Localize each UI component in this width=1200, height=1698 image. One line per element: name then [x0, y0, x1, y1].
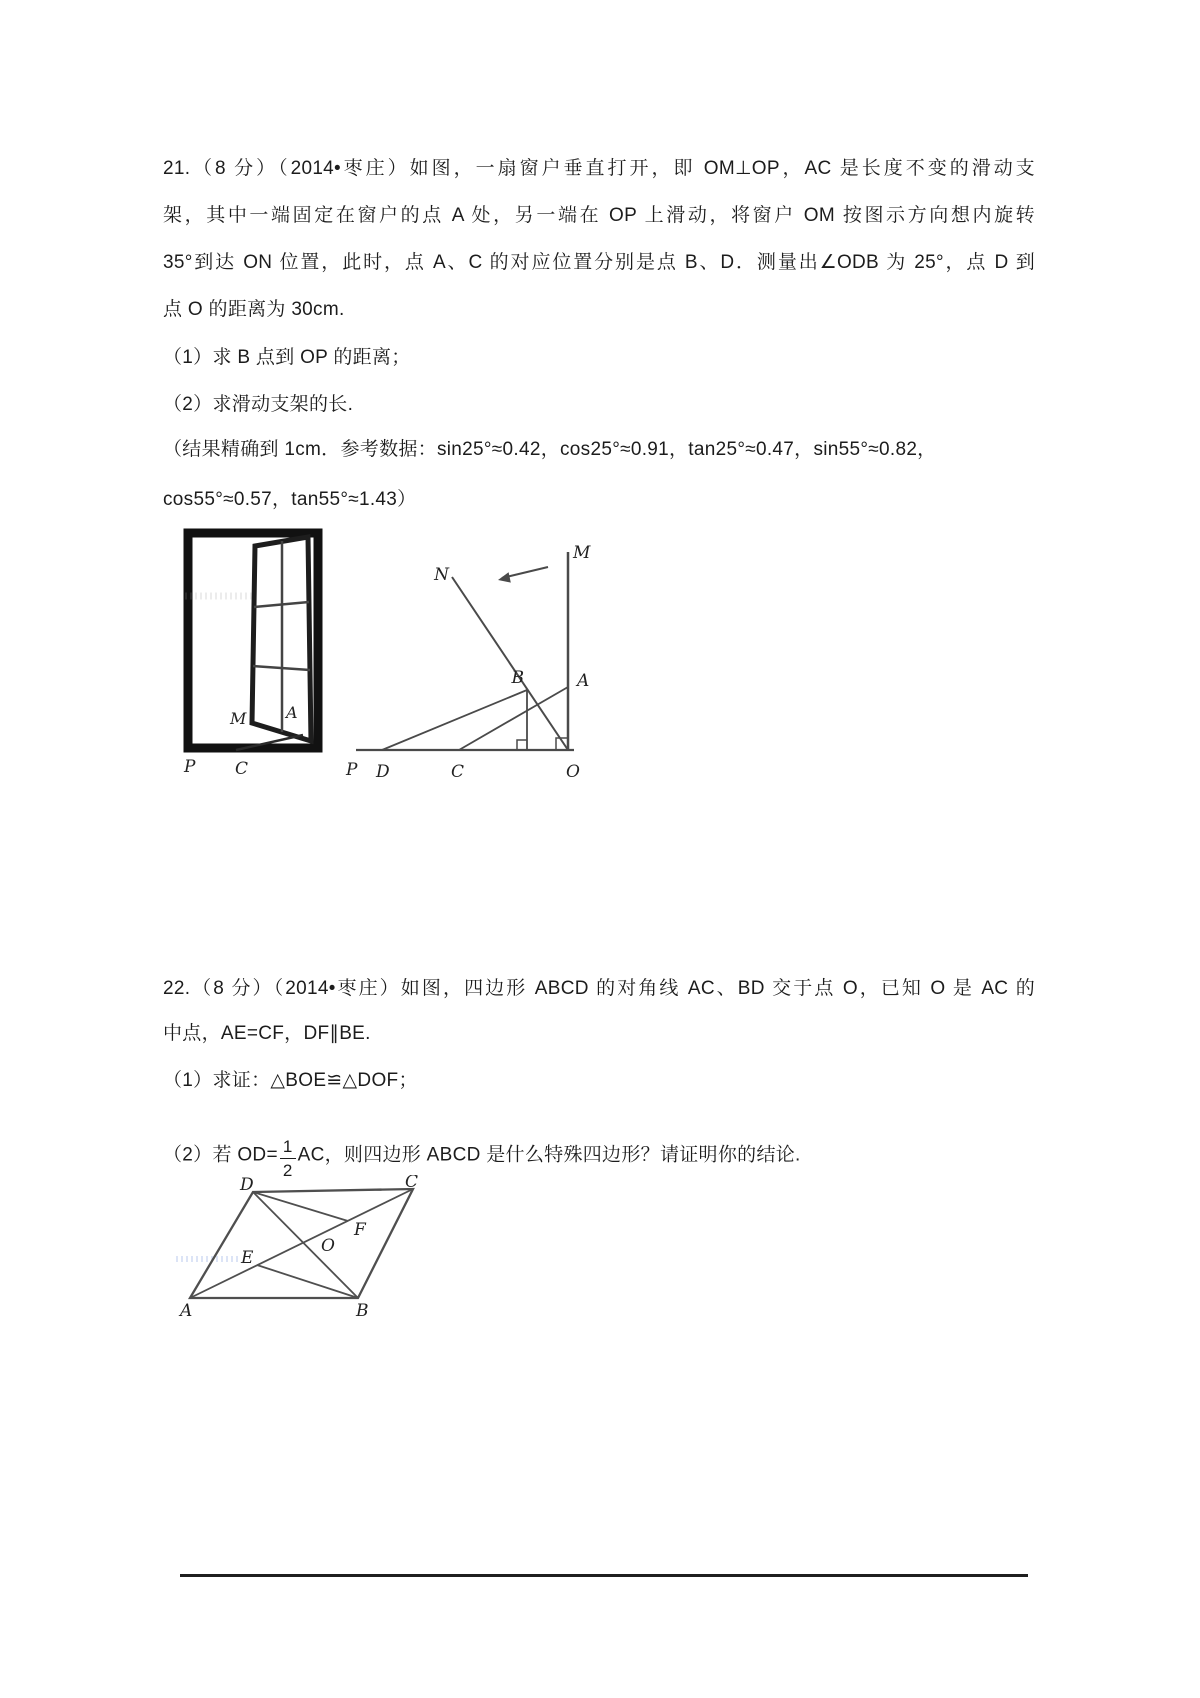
- point-label-o: O: [566, 762, 580, 782]
- point-label-a: A: [286, 703, 298, 722]
- point-label-m: M: [573, 543, 591, 563]
- text-line: 点 O 的距离为 30cm.: [163, 299, 345, 320]
- text-line: （1）求证：△BOE≌△DOF；: [163, 1070, 418, 1091]
- horizontal-rule: [180, 1574, 1028, 1577]
- point-label-c: C: [451, 762, 465, 782]
- point-label-m: M: [230, 709, 247, 728]
- text-line: 中点，AE=CF，DF∥BE.: [163, 1023, 371, 1044]
- point-label-a: A: [180, 1301, 193, 1321]
- line-suffix: AC，则四边形 ABCD 是什么特殊四边形？请证明你的结论.: [297, 1144, 801, 1166]
- point-label-o: O: [321, 1236, 335, 1256]
- point-label-p: P: [184, 757, 196, 777]
- segment-db: [382, 690, 527, 750]
- quadrilateral-lines: [190, 1189, 413, 1298]
- point-label-e: E: [241, 1248, 254, 1268]
- right-angle-mark: [517, 740, 527, 750]
- text-line: （1）求 B 点到 OP 的距离；: [163, 347, 411, 368]
- line-on: [452, 577, 568, 750]
- point-label-c: C: [235, 759, 249, 779]
- point-label-d: D: [376, 762, 390, 782]
- point-label-b: B: [511, 668, 524, 688]
- figure-quadrilateral: [158, 1175, 488, 1345]
- rotation-diagram: [356, 552, 574, 750]
- text-line: （结果精确到 1cm．参考数据：sin25°≈0.42，cos25°≈0.91，tan25°≈0.47，sin55°≈0.82，: [163, 439, 937, 460]
- fraction-numerator: 1: [280, 1136, 296, 1159]
- text-line: cos55°≈0.57，tan55°≈1.43）: [163, 489, 417, 510]
- point-label-p: P: [346, 760, 358, 780]
- window-picture: [183, 533, 318, 779]
- line-prefix: （2）若 OD=: [163, 1144, 278, 1166]
- fraction-denominator: 2: [282, 1161, 293, 1181]
- text-line: 35°到达 ON 位置，此时，点 A、C 的对应位置分别是点 B、D．测量出∠ODB 为 25°，点 D 到: [163, 252, 1035, 273]
- text-line: （2）求滑动支架的长.: [163, 394, 354, 415]
- point-label-b: B: [356, 1301, 369, 1321]
- text-line: 21.（8 分）（2014•枣庄）如图，一扇窗户垂直打开，即 OM⊥OP，AC 是长度不变的滑动支: [163, 158, 1035, 179]
- figure-window-and-diagram: [160, 488, 610, 783]
- text-line: 22.（8 分）（2014•枣庄）如图，四边形 ABCD 的对角线 AC、BD 交于点 O，已知 O 是 AC 的: [163, 978, 1035, 999]
- rotation-arrow: [498, 567, 548, 583]
- point-label-c: C: [405, 1175, 419, 1192]
- text-line: 架，其中一端固定在窗户的点 A 处，另一端在 OP 上滑动，将窗户 OM 按图示方向想内旋转: [163, 205, 1035, 226]
- point-label-n: N: [434, 565, 449, 585]
- point-label-a: A: [577, 671, 590, 691]
- point-label-f: F: [354, 1220, 366, 1240]
- point-label-d: D: [240, 1175, 254, 1195]
- diagram-labels: [345, 543, 591, 782]
